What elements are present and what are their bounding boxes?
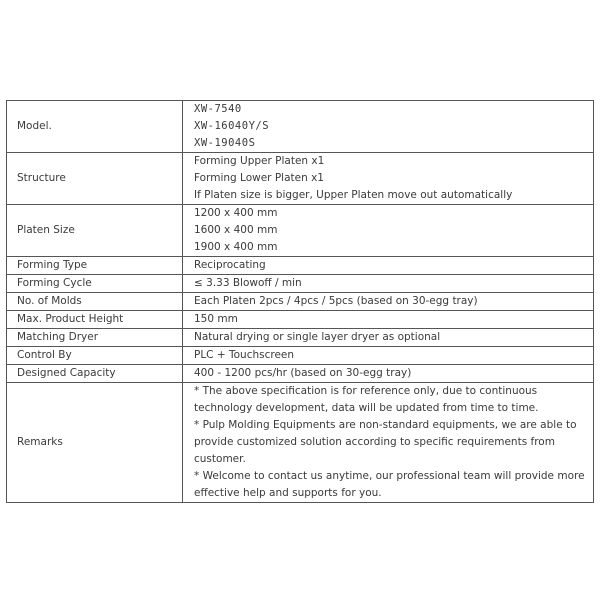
row-label: Platen Size	[7, 205, 183, 257]
row-label: Matching Dryer	[7, 329, 183, 347]
platen-size-line: 1600 x 400 mm	[194, 224, 278, 236]
row-label: Forming Cycle	[7, 275, 183, 293]
table-row-control	[7, 347, 594, 365]
table-row-forming-type	[7, 257, 594, 275]
table-row-model	[7, 101, 594, 153]
model-line: XW-16040Y/S	[194, 120, 270, 132]
row-label: Model.	[7, 101, 183, 153]
row-value	[183, 153, 594, 205]
platen-size-line: 1900 x 400 mm	[194, 241, 278, 253]
structure-line: Forming Upper Platen x1	[194, 155, 325, 167]
table-row-structure	[7, 153, 594, 205]
row-label: Designed Capacity	[7, 365, 183, 383]
row-label: Max. Product Height	[7, 311, 183, 329]
row-value: Reciprocating	[183, 257, 594, 275]
platen-size-line: 1200 x 400 mm	[194, 207, 278, 219]
row-label: Remarks	[7, 383, 183, 503]
row-value: Each Platen 2pcs / 4pcs / 5pcs (based on 30-egg tray)	[183, 293, 594, 311]
remark-line: * Welcome to contact us anytime, our professional team will provide more effective help and supports for you.	[194, 470, 585, 499]
row-value	[183, 383, 594, 503]
table-row-platen-size	[7, 205, 594, 257]
model-line: XW-19040S	[194, 137, 256, 149]
structure-line: If Platen size is bigger, Upper Platen move out automatically	[194, 189, 513, 201]
table-row-molds	[7, 293, 594, 311]
row-label: Structure	[7, 153, 183, 205]
structure-line: Forming Lower Platen x1	[194, 172, 324, 184]
row-value	[183, 205, 594, 257]
table-row-capacity	[7, 365, 594, 383]
table-row-forming-cycle	[7, 275, 594, 293]
model-line: XW-7540	[194, 103, 242, 115]
row-value: Natural drying or single layer dryer as optional	[183, 329, 594, 347]
row-label: No. of Molds	[7, 293, 183, 311]
row-label: Control By	[7, 347, 183, 365]
specification-table	[6, 100, 594, 503]
table-row-product-height	[7, 311, 594, 329]
table-row-dryer	[7, 329, 594, 347]
row-value: 150 mm	[183, 311, 594, 329]
row-value: PLC + Touchscreen	[183, 347, 594, 365]
row-value: 400 - 1200 pcs/hr (based on 30-egg tray)	[183, 365, 594, 383]
row-value	[183, 101, 594, 153]
table-row-remarks	[7, 383, 594, 503]
remark-line: * The above specification is for reference only, due to continuous technology development, data will be updated from time to time.	[194, 385, 539, 414]
row-label: Forming Type	[7, 257, 183, 275]
remark-line: * Pulp Molding Equipments are non-standard equipments, we are able to provide customized solution according to specific requirements from customer.	[194, 419, 577, 465]
row-value: ≤ 3.33 Blowoff / min	[183, 275, 594, 293]
